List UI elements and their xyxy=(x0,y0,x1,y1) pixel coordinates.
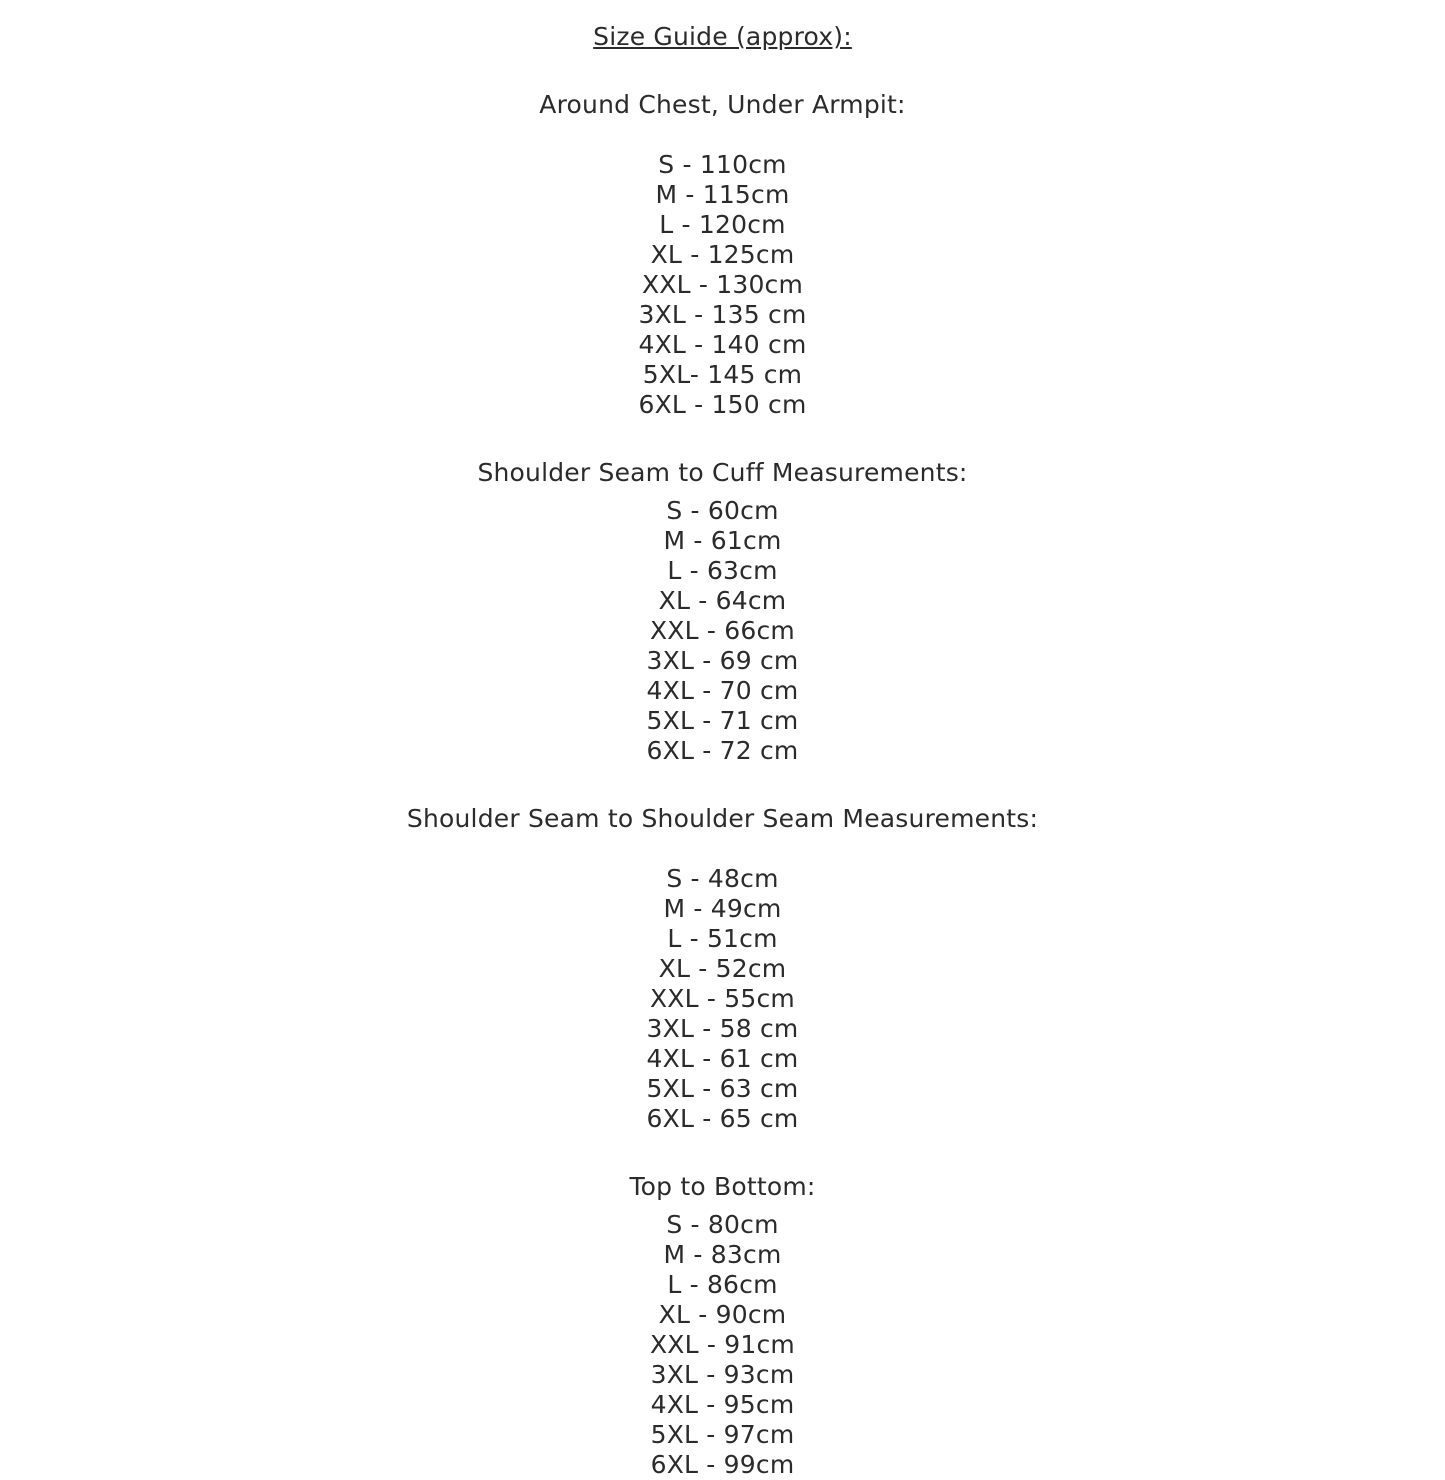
list-item: S - 60cm xyxy=(666,496,779,525)
list-item: XL - 90cm xyxy=(658,1300,787,1329)
spacer xyxy=(0,128,1445,150)
list-item: 4XL - 70 cm xyxy=(646,676,799,705)
list-item: 6XL - 99cm xyxy=(650,1450,795,1479)
list-item: 5XL - 63 cm xyxy=(646,1074,799,1103)
spacer xyxy=(0,766,1445,796)
list-item: L - 120cm xyxy=(659,210,786,239)
list-item: 3XL - 69 cm xyxy=(646,646,799,675)
list-item: XL - 52cm xyxy=(658,954,787,983)
list-item: XXL - 130cm xyxy=(641,270,804,299)
section-heading-chest: Around Chest, Under Armpit: xyxy=(539,90,906,119)
list-item: M - 61cm xyxy=(663,526,782,555)
list-item: XXL - 91cm xyxy=(649,1330,795,1359)
list-item: 6XL - 72 cm xyxy=(646,736,799,765)
spacer xyxy=(0,60,1445,82)
list-item: M - 115cm xyxy=(655,180,790,209)
list-item: XL - 125cm xyxy=(650,240,795,269)
list-item: S - 110cm xyxy=(658,150,787,179)
measurement-list-shoulder-to-shoulder xyxy=(0,864,1445,1134)
list-item: 4XL - 95cm xyxy=(650,1390,795,1419)
list-item: 5XL- 145 cm xyxy=(642,360,803,389)
section-heading-shoulder-to-shoulder: Shoulder Seam to Shoulder Seam Measurements: xyxy=(406,804,1039,833)
list-item: 3XL - 58 cm xyxy=(646,1014,799,1043)
measurement-list-chest xyxy=(0,150,1445,420)
measurement-list-top-to-bottom xyxy=(0,1210,1445,1480)
list-item: L - 86cm xyxy=(667,1270,778,1299)
spacer xyxy=(0,842,1445,864)
spacer xyxy=(0,420,1445,450)
list-item: 4XL - 140 cm xyxy=(638,330,807,359)
list-item: 5XL - 71 cm xyxy=(646,706,799,735)
list-item: XXL - 55cm xyxy=(649,984,795,1013)
list-item: M - 83cm xyxy=(663,1240,782,1269)
list-item: 6XL - 65 cm xyxy=(646,1104,799,1133)
list-item: 4XL - 61 cm xyxy=(646,1044,799,1073)
list-item: S - 48cm xyxy=(666,864,779,893)
spacer xyxy=(0,1134,1445,1164)
list-item: 6XL - 150 cm xyxy=(638,390,807,419)
section-heading-top-to-bottom: Top to Bottom: xyxy=(629,1172,816,1201)
list-item: XXL - 66cm xyxy=(649,616,795,645)
page-title: Size Guide (approx): xyxy=(593,22,852,51)
list-item: S - 80cm xyxy=(666,1210,779,1239)
section-heading-shoulder-to-cuff: Shoulder Seam to Cuff Measurements: xyxy=(477,458,968,487)
list-item: 5XL - 97cm xyxy=(650,1420,795,1449)
list-item: 3XL - 135 cm xyxy=(638,300,807,329)
list-item: 3XL - 93cm xyxy=(650,1360,795,1389)
measurement-list-shoulder-to-cuff xyxy=(0,496,1445,766)
list-item: M - 49cm xyxy=(663,894,782,923)
list-item: XL - 64cm xyxy=(658,586,787,615)
list-item: L - 51cm xyxy=(667,924,778,953)
list-item: L - 63cm xyxy=(667,556,778,585)
